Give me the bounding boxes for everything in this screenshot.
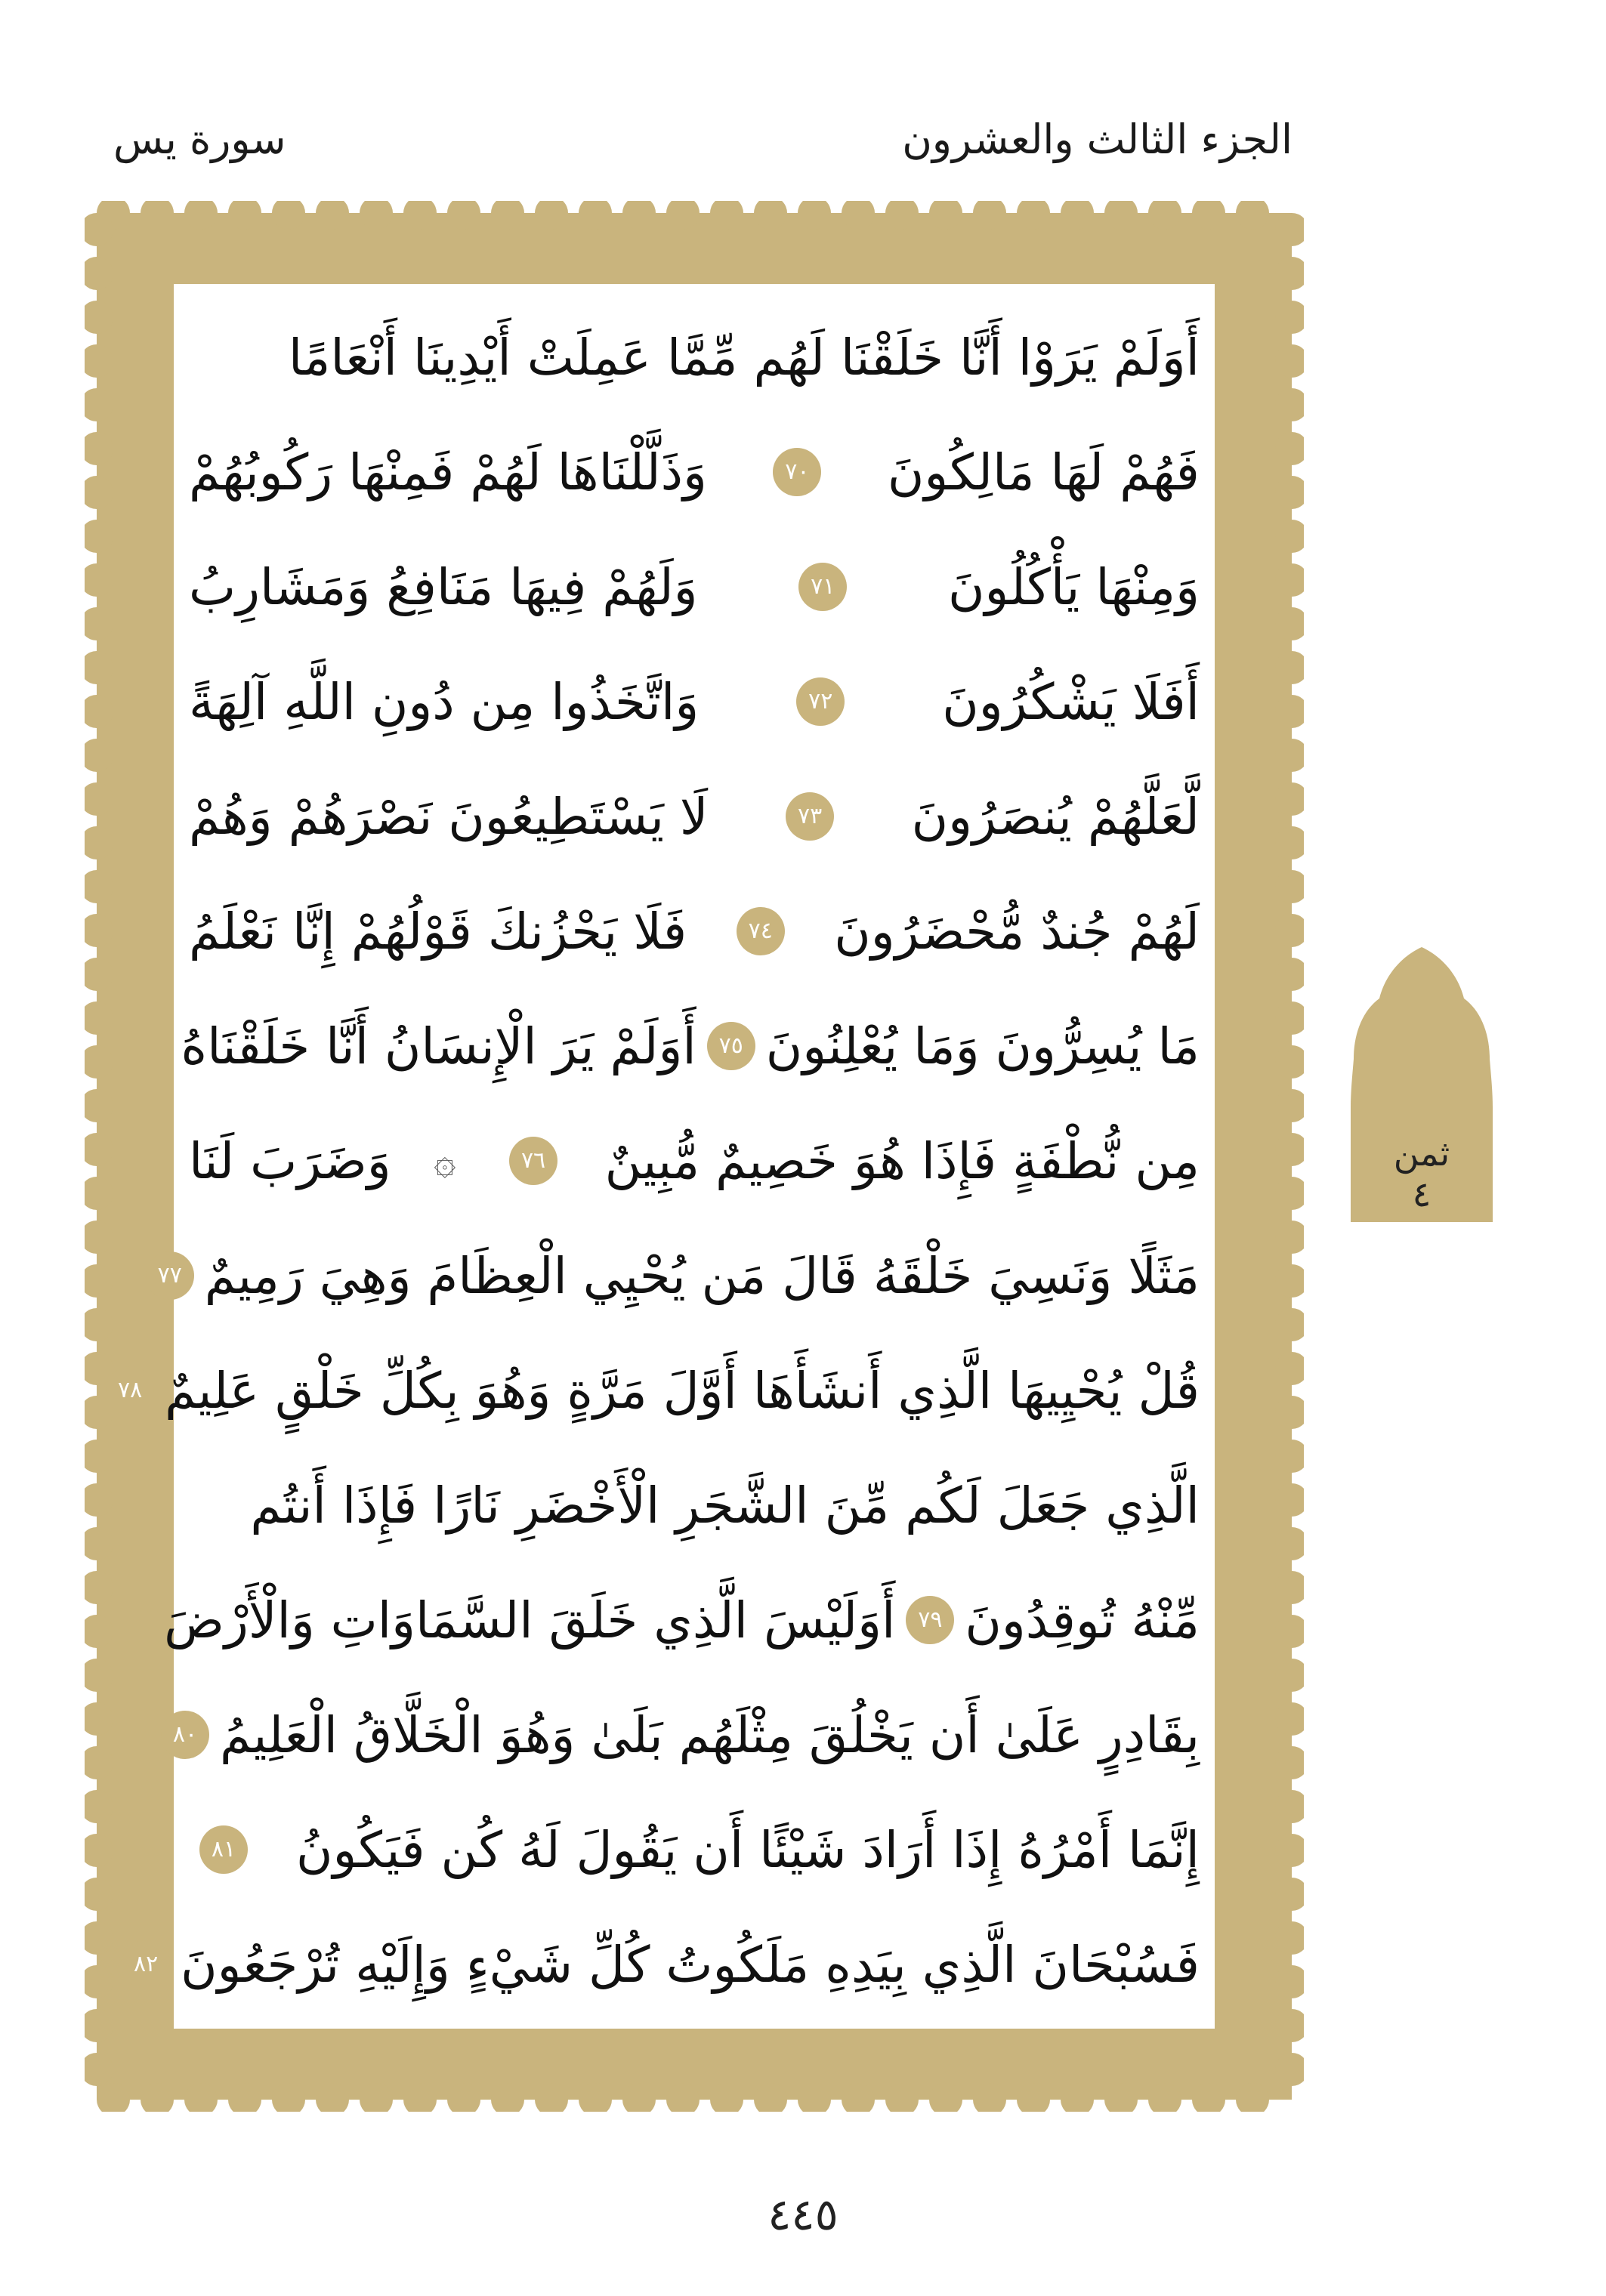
verse-text: مِّنْهُ تُوقِدُونَ	[965, 1591, 1200, 1649]
verse-text: أَوَلَمْ يَرَ الْإِنسَانُ أَنَّا خَلَقْنَاهُ	[181, 1017, 696, 1075]
verse-line	[172, 1678, 1200, 1791]
ayah-number-marker: ٨١	[199, 1825, 248, 1874]
verse-line	[189, 301, 1200, 414]
verse-text: قُلْ يُحْيِيهَا الَّذِي أَنشَأَهَا أَوَّلَ مَرَّةٍ وَهُوَ بِكُلِّ خَلْقٍ عَلِيمٌ	[165, 1361, 1200, 1420]
verse-text: وَمِنْهَا يَأْكُلُونَ	[948, 557, 1200, 616]
ayah-number-marker: ٧١	[798, 563, 847, 611]
verse-text: فَسُبْحَانَ الَّذِي بِيَدِهِ مَلَكُوتُ كُلِّ شَيْءٍ وَإِلَيْهِ تُرْجَعُونَ	[181, 1935, 1200, 1994]
verse-line	[189, 1793, 1200, 1906]
verse-line	[181, 989, 1200, 1103]
ayah-number-marker: ٧٥	[707, 1022, 755, 1070]
verse-text: أَفَلَا يَشْكُرُونَ	[942, 672, 1200, 731]
ayah-number-marker: ٧٦	[509, 1137, 557, 1185]
ayah-number-marker: ٧٩	[906, 1596, 954, 1644]
ayah-number-marker: ٨٢	[122, 1940, 170, 1989]
verse-text: لَا يَسْتَطِيعُونَ نَصْرَهُمْ وَهُمْ	[189, 787, 709, 846]
verse-line	[189, 1104, 1200, 1217]
verse-text: وَذَلَّلْنَاهَا لَهُمْ فَمِنْهَا رَكُوبُهُمْ	[189, 443, 707, 501]
verse-text: أَوَلَمْ يَرَوْا أَنَّا خَلَقْنَا لَهُم مِّمَّا عَمِلَتْ أَيْدِينَا أَنْعَامًا	[288, 328, 1200, 387]
ayah-number-marker: ٨٠	[161, 1711, 209, 1759]
verse-line	[189, 760, 1200, 873]
verse-text: وَلَهُمْ فِيهَا مَنَافِعُ وَمَشَارِبُ	[189, 557, 698, 616]
verse-text: مِن نُّطْفَةٍ فَإِذَا هُوَ خَصِيمٌ مُّبِينٌ	[604, 1131, 1200, 1190]
ayah-number-marker: ٧٠	[773, 448, 821, 496]
verse-text: مَثَلًا وَنَسِيَ خَلْقَهُ قَالَ مَن يُحْيِي الْعِظَامَ وَهِيَ رَمِيمٌ	[204, 1246, 1200, 1305]
verse-text: فَلَا يَحْزُنكَ قَوْلُهُمْ إِنَّا نَعْلَمُ	[189, 902, 687, 961]
verse-text: الَّذِي جَعَلَ لَكُم مِّنَ الشَّجَرِ الْأَخْضَرِ نَارًا فَإِذَا أَنتُم	[250, 1476, 1200, 1535]
verse-text: وَضَرَبَ لَنَا	[189, 1131, 391, 1190]
verse-text: بِقَادِرٍ عَلَىٰ أَن يَخْلُقَ مِثْلَهُم بَلَىٰ وَهُوَ الْخَلَّاقُ الْعَلِيمُ	[220, 1705, 1200, 1764]
verse-line	[189, 645, 1200, 758]
text-panel	[117, 284, 1215, 2029]
ayah-number-marker: ٧٣	[786, 792, 834, 841]
verse-line	[157, 1219, 1200, 1332]
verse-line	[117, 1334, 1200, 1447]
rub-el-hizb-star-icon: ۞	[434, 1139, 456, 1183]
surah-header: سورة يس	[113, 116, 286, 163]
verse-text: إِنَّمَا أَمْرُهُ إِذَا أَرَادَ شَيْئًا أَن يَقُولَ لَهُ كُن فَيَكُونُ	[296, 1820, 1200, 1879]
ayah-number-marker: ٧٧	[146, 1251, 194, 1300]
verse-line	[189, 1449, 1200, 1562]
verse-text: فَهُمْ لَهَا مَالِكُونَ	[887, 443, 1200, 501]
thumn-label	[1349, 1133, 1494, 1214]
ayah-number-marker: ٧٨	[106, 1366, 154, 1415]
verse-line	[189, 415, 1200, 529]
page-number: ٤٤٥	[767, 2189, 839, 2240]
verse-text: لَهُمْ جُندٌ مُّحْضَرُونَ	[834, 902, 1200, 961]
verse-text: مَا يُسِرُّونَ وَمَا يُعْلِنُونَ	[765, 1017, 1200, 1075]
verse-line	[164, 1563, 1200, 1677]
page-frame	[85, 201, 1304, 2112]
verse-line	[189, 530, 1200, 643]
verse-line	[134, 1908, 1200, 2021]
verse-text: أَوَلَيْسَ الَّذِي خَلَقَ السَّمَاوَاتِ وَالْأَرْضَ	[164, 1591, 896, 1649]
juz-header: الجزء الثالث والعشرون	[902, 116, 1293, 163]
ayah-number-marker: ٧٤	[737, 907, 785, 955]
thumn-number: ٤	[1412, 1174, 1432, 1214]
verse-text: لَّعَلَّهُمْ يُنصَرُونَ	[911, 787, 1200, 846]
verse-text: وَاتَّخَذُوا مِن دُونِ اللَّهِ آلِهَةً	[189, 672, 700, 731]
verse-line	[189, 875, 1200, 988]
ayah-number-marker: ٧٢	[796, 677, 845, 726]
thumn-word: ثمن	[1393, 1133, 1450, 1174]
